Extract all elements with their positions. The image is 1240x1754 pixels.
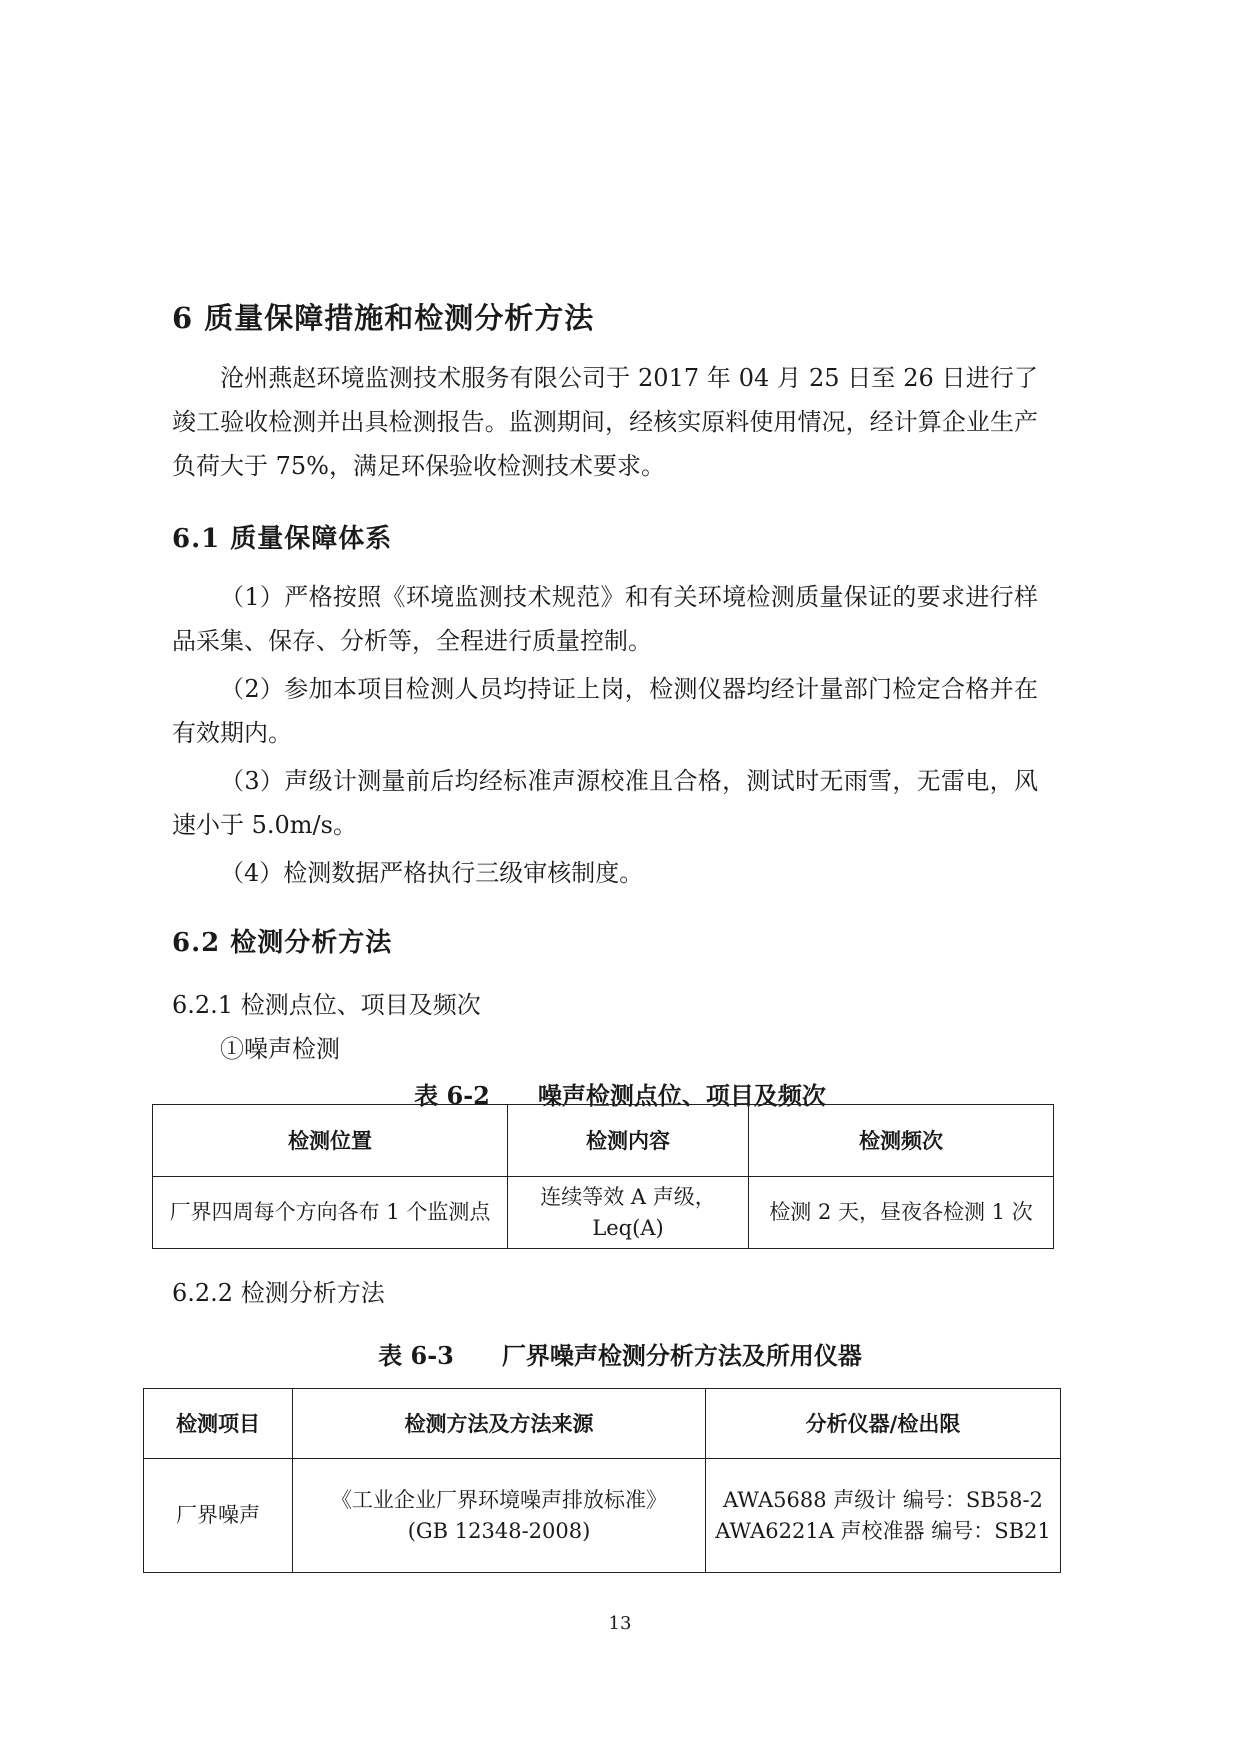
header-item: 检测项目 <box>144 1389 293 1459</box>
header-frequency: 检测频次 <box>749 1105 1054 1177</box>
cell-method-line-2: (GB 12348-2008) <box>407 1518 591 1543</box>
cell-method-line-1: 《工业企业厂界环境噪声排放标准》 <box>331 1487 667 1512</box>
table-row <box>153 1177 1054 1249</box>
header-position: 检测位置 <box>153 1105 508 1177</box>
page-number: 13 <box>608 1613 632 1634</box>
table-6-3-number: 表 6-3 <box>378 1341 454 1370</box>
cell-frequency: 检测 2 天，昼夜各检测 1 次 <box>749 1177 1054 1249</box>
section-6-1-heading: 6.1 质量保障体系 <box>172 524 393 554</box>
table-6-2 <box>152 1104 1054 1249</box>
cell-content-line-1: 连续等效 A 声级， <box>540 1184 716 1209</box>
section-6-2-heading: 6.2 检测分析方法 <box>172 928 393 958</box>
subsection-6-2-2: 6.2.2 检测分析方法 <box>172 1279 385 1307</box>
header-method: 检测方法及方法来源 <box>293 1389 706 1459</box>
table-header-row <box>144 1389 1061 1459</box>
table-6-3 <box>143 1388 1061 1573</box>
cell-instrument-line-2: AWA6221A 声校准器 编号：SB21 <box>715 1518 1051 1543</box>
table-row <box>144 1459 1061 1573</box>
cell-item: 厂界噪声 <box>144 1459 293 1573</box>
section-6-intro: 沧州燕赵环境监测技术服务有限公司于 2017 年 04 月 25 日至 26 日进行了竣工验收检测并出具检测报告。监测期间，经核实原料使用情况，经计算企业生产负荷大于 75%，满足环保验收检测技术要求。 <box>172 364 1038 480</box>
table-6-3-title: 厂界噪声检测分析方法及所用仪器 <box>501 1341 862 1370</box>
table-6-2-number: 表 6-2 <box>414 1081 490 1110</box>
section-6-heading: 6 质量保障措施和检测分析方法 <box>172 301 595 335</box>
cell-content <box>508 1177 749 1249</box>
header-content: 检测内容 <box>508 1105 749 1177</box>
table-6-2-title: 噪声检测点位、项目及频次 <box>537 1081 826 1110</box>
qa-item-2: （2）参加本项目检测人员均持证上岗，检测仪器均经计量部门检定合格并在有效期内。 <box>172 675 1038 747</box>
subsection-6-2-1: 6.2.1 检测点位、项目及频次 <box>172 991 481 1019</box>
table-6-3-caption <box>0 1336 1240 1371</box>
cell-content-line-2: Leq(A) <box>592 1215 664 1240</box>
table-header-row <box>153 1105 1054 1177</box>
cell-position: 厂界四周每个方向各布 1 个监测点 <box>153 1177 508 1249</box>
cell-instrument <box>706 1459 1061 1573</box>
qa-item-3: （3）声级计测量前后均经标准声源校准且合格，测试时无雨雪，无雷电，风速小于 5.0m/s。 <box>172 767 1038 839</box>
qa-item-1: （1）严格按照《环境监测技术规范》和有关环境检测质量保证的要求进行样品采集、保存、分析等，全程进行质量控制。 <box>172 583 1038 655</box>
qa-item-4: （4）检测数据严格执行三级审核制度。 <box>220 859 644 887</box>
noise-detection-label: ①噪声检测 <box>220 1035 340 1063</box>
cell-instrument-line-1: AWA5688 声级计 编号：SB58-2 <box>723 1487 1043 1512</box>
header-instrument: 分析仪器/检出限 <box>706 1389 1061 1459</box>
cell-method <box>293 1459 706 1573</box>
